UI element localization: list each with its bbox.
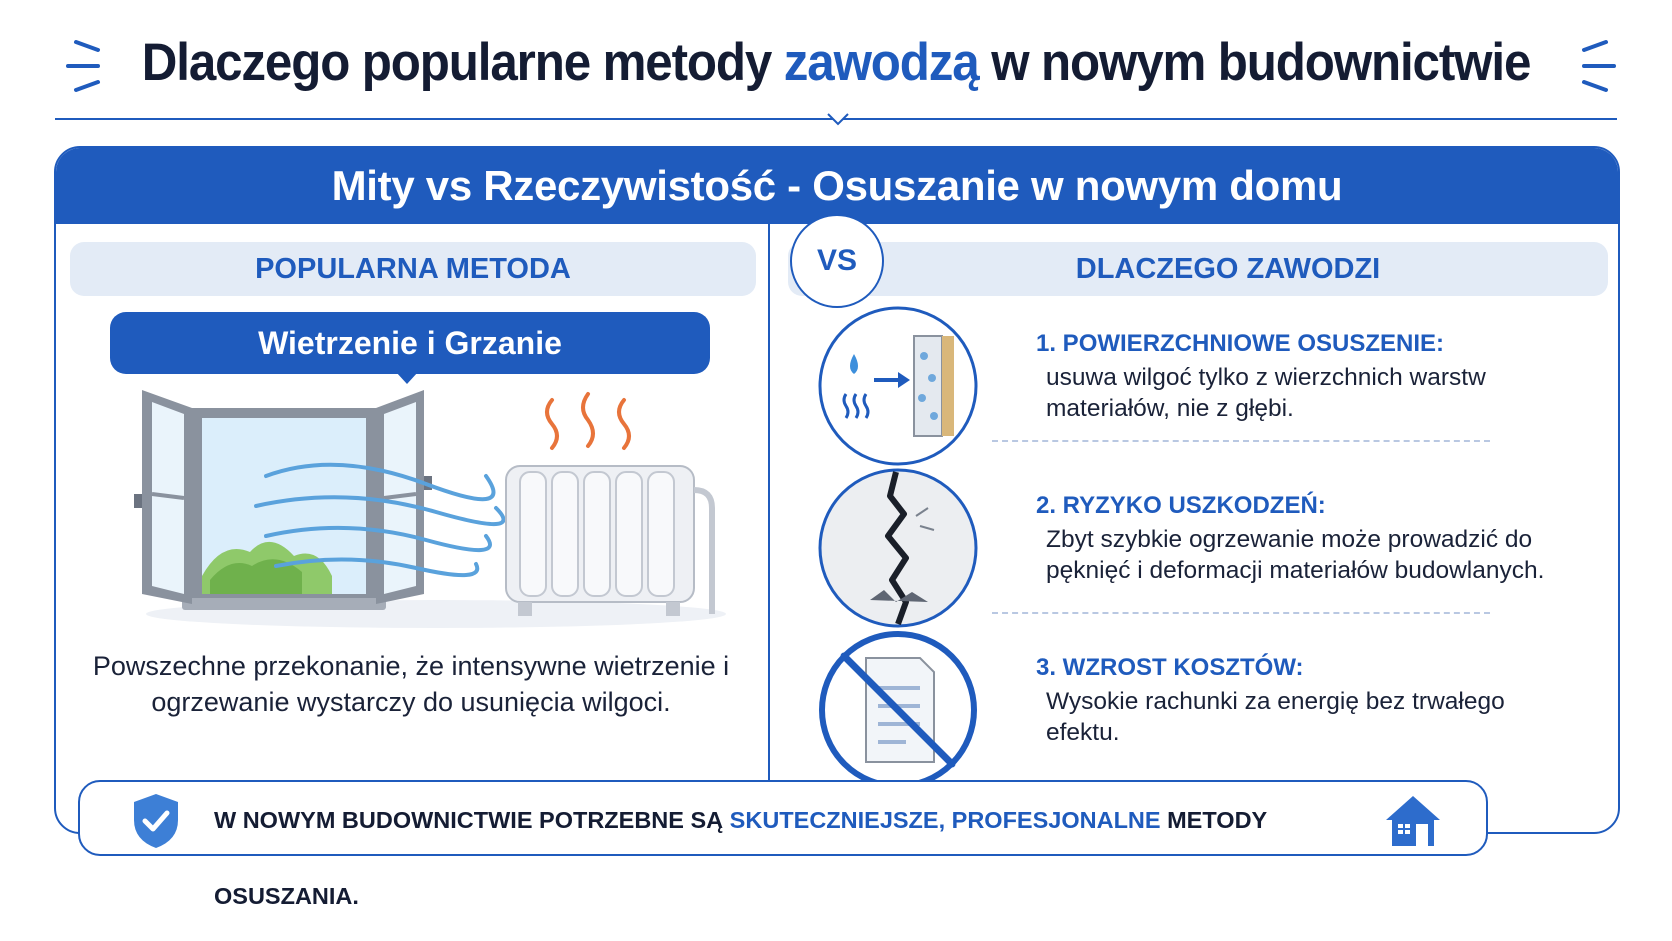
title-dashes-right-icon: [1570, 32, 1620, 102]
reason-item: [816, 628, 1606, 788]
reason-title: 1. POWIERZCHNIOWE OSUSZENIE:: [1036, 330, 1445, 357]
reason-text: Wysokie rachunki za energię bez trwałego efektu.: [1046, 688, 1505, 746]
footer-message-end: METODY OSUSZANIA.: [214, 807, 1267, 909]
footer-banner: [78, 780, 1488, 909]
panel-header: Mity vs Rzeczywistość - Osuszanie w nowym domu: [56, 148, 1618, 224]
reason-title: 2. RYZYKO USZKODZEŃ:: [1036, 492, 1326, 519]
reason-separator: [992, 612, 1490, 614]
reason-text: usuwa wilgoć tylko z wierzchnich warstw materiałów, nie z głębi.: [1046, 364, 1486, 422]
popular-method-label: POPULARNA METODA: [70, 242, 756, 296]
why-fails-label: DLACZEGO ZAWODZI: [788, 242, 1608, 296]
house-icon: [1384, 794, 1442, 848]
no-bill-icon: [816, 628, 980, 792]
page-title-end: w nowym budownictwie: [978, 33, 1531, 92]
page-title-start: Dlaczego popularne metody: [141, 33, 784, 92]
page-title: [59, 32, 1614, 93]
footer-message-accent: SKUTECZNIEJSZE, PROFESJONALNE: [729, 807, 1161, 833]
title-row: [0, 24, 1672, 104]
page-title-accent: zawodzą: [783, 33, 979, 92]
shield-check-icon: [130, 792, 182, 850]
popular-method-description: Powszechne przekonanie, że intensywne wietrzenie i ogrzewanie wystarczy do usunięcia wilgoci.: [92, 651, 730, 717]
column-divider: [768, 224, 770, 834]
method-pill: Wietrzenie i Grzanie: [110, 312, 710, 374]
heat-waves-icon: [547, 394, 629, 448]
reason-separator: [992, 440, 1490, 442]
footer-message: [214, 782, 1394, 934]
reason-text: Zbyt szybkie ogrzewanie może prowadzić do pęknięć i deformacji materiałów budowlanych.: [1046, 526, 1545, 584]
vs-badge: VS: [790, 214, 884, 308]
footer-message-start: W NOWYM BUDOWNICTWIE POTRZEBNE SĄ: [214, 807, 730, 833]
window-radiator-illustration: [106, 380, 726, 650]
wall-crack-icon: [816, 466, 980, 630]
radiator-icon: [506, 466, 712, 616]
comparison-panel: [54, 146, 1620, 834]
reason-item: [816, 466, 1606, 626]
wall-moisture-icon: [816, 304, 980, 468]
reason-title: 3. WZROST KOSZTÓW:: [1036, 654, 1304, 681]
title-notch-icon: [826, 112, 850, 128]
